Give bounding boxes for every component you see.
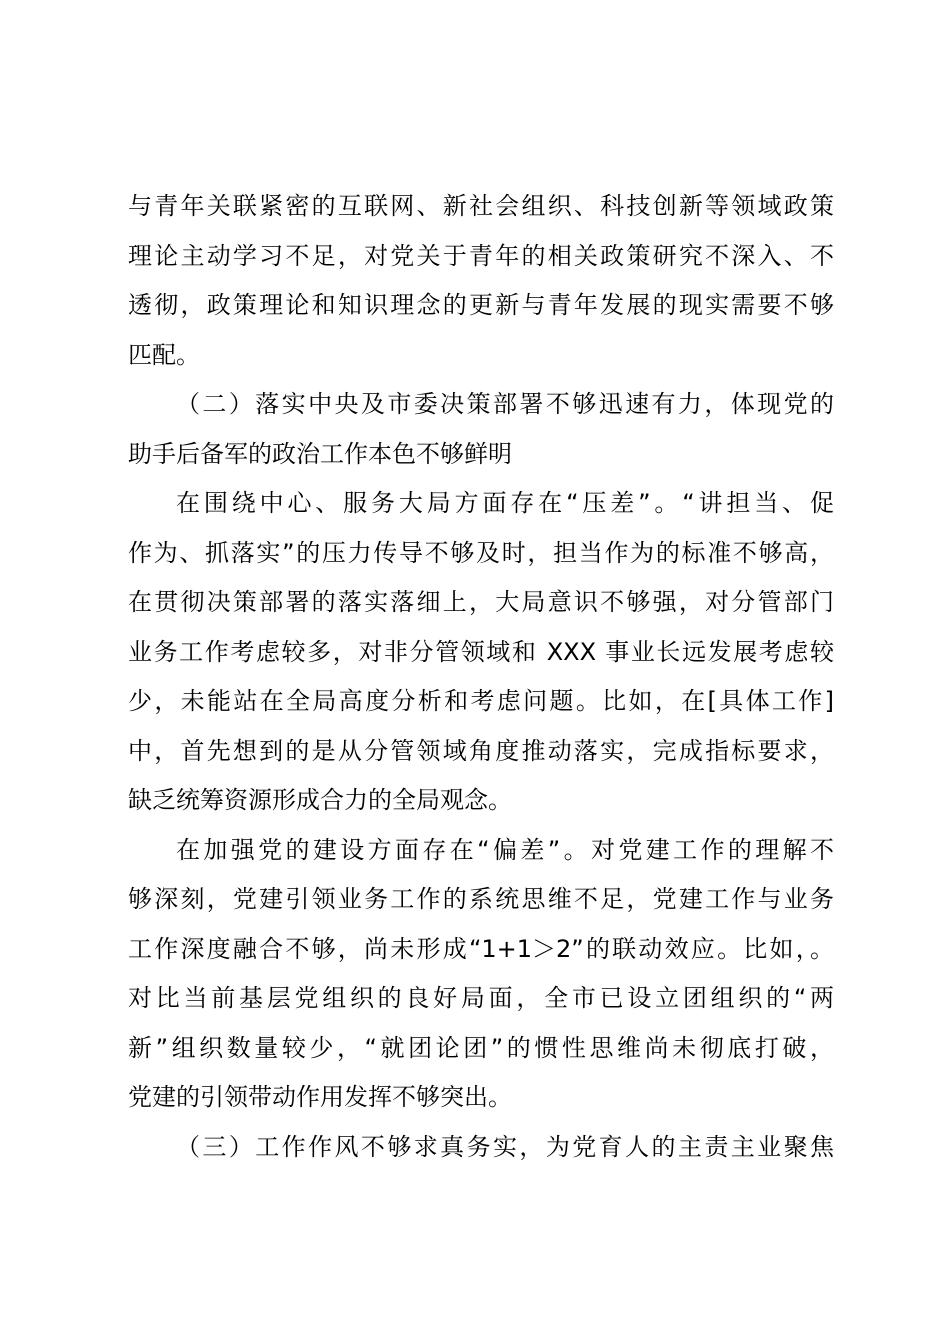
text-line: 助手后备军的政治工作本色不够鲜明 xyxy=(128,439,512,468)
text-line: 匹配。 xyxy=(128,340,200,369)
text-line: 作为、抓落实”的压力传导不够及时，担当作为的标准不够高， xyxy=(128,538,834,567)
text-line: 对比当前基层党组织的良好局面，全市已设立团组织的“两 xyxy=(128,984,834,1012)
text-line: （三）工作作风不够求真务实，为党育人的主责主业聚焦 xyxy=(176,1132,834,1161)
text-line: 缺乏统筹资源形成合力的全局观念。 xyxy=(128,786,512,814)
document-body xyxy=(128,182,834,1172)
text-line: 中，首先想到的是从分管领域角度推动落实，完成指标要求， xyxy=(128,736,834,765)
text-line: 理论主动学习不足，对党关于青年的相关政策研究不深入、不 xyxy=(128,241,834,270)
text-line: 党建的引领带动作用发挥不够突出。 xyxy=(128,1083,512,1111)
paragraph-continuation xyxy=(128,182,834,380)
section-heading-3 xyxy=(128,1123,834,1173)
text-line: 在围绕中心、服务大局方面存在“压差”。“讲担当、促 xyxy=(176,489,834,517)
text-line: 新”组织数量较少，“就团论团”的惯性思维尚未彻底打破， xyxy=(128,1033,834,1062)
text-line: 少，未能站在全局高度分析和考虑问题。比如，在[具体工作] xyxy=(128,687,834,715)
text-line: 在贯彻决策部署的落实落细上，大局意识不够强，对分管部门 xyxy=(128,588,834,616)
text-line: 与青年关联紧密的互联网、新社会组织、科技创新等领域政策 xyxy=(128,192,834,220)
paragraph-pressure-gap xyxy=(128,479,834,826)
text-line: 透彻，政策理论和知识理念的更新与青年发展的现实需要不够 xyxy=(128,291,834,319)
text-line: 在加强党的建设方面存在“偏差”。对党建工作的理解不 xyxy=(176,835,834,864)
text-line: （二）落实中央及市委决策部署不够迅速有力，体现党的 xyxy=(176,390,834,418)
text-line: 业务工作考虑较多，对非分管领域和 XXX 事业长远发展考虑较 xyxy=(128,637,834,666)
section-heading-2 xyxy=(128,380,834,479)
text-line: 工作深度融合不够，尚未形成“1+1＞2”的联动效应。比如，。 xyxy=(128,934,834,963)
paragraph-deviation xyxy=(128,826,834,1123)
text-line: 够深刻，党建引领业务工作的系统思维不足，党建工作与业务 xyxy=(128,885,834,913)
